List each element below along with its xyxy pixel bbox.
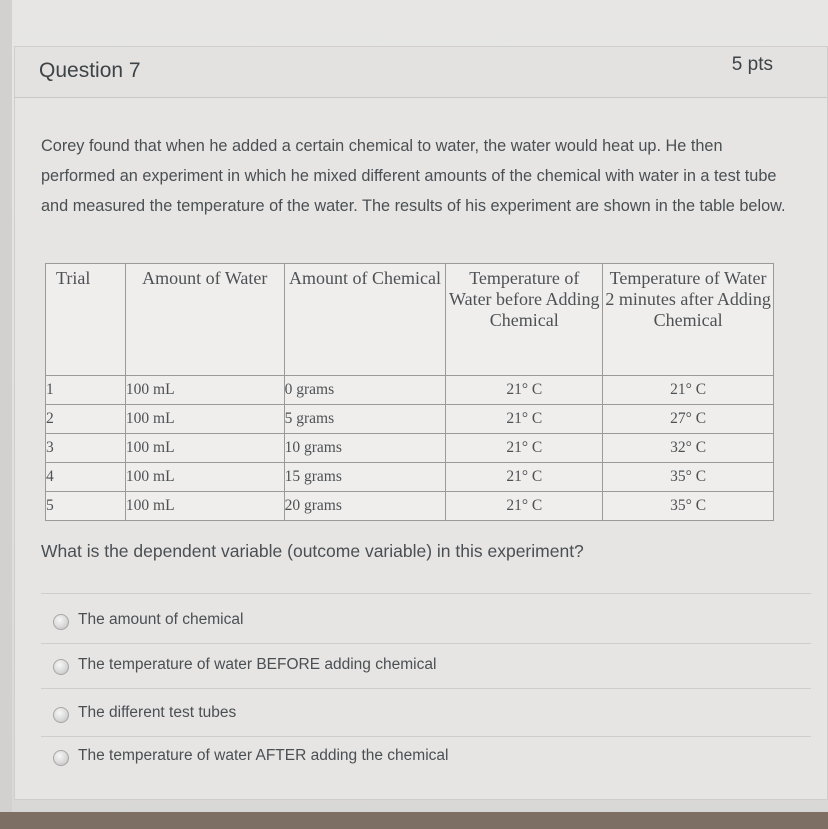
- answer-label: The different test tubes: [78, 704, 237, 721]
- question-title: Question 7: [39, 59, 141, 82]
- cell-trial: 1: [46, 376, 126, 405]
- table-row: [46, 405, 774, 434]
- radio-button[interactable]: [53, 750, 69, 766]
- question-card: [14, 46, 828, 800]
- answer-label: The temperature of water BEFORE adding chemical: [78, 656, 437, 673]
- table-header-row: [46, 264, 774, 376]
- header-water: Amount of Water: [125, 264, 284, 376]
- cell-chemical: 15 grams: [284, 463, 446, 492]
- cell-chemical: 10 grams: [284, 434, 446, 463]
- divider: [41, 593, 811, 594]
- cell-after: 32° C: [603, 434, 774, 463]
- question-header: [15, 47, 827, 98]
- cell-chemical: 20 grams: [284, 492, 446, 521]
- cell-water: 100 mL: [125, 463, 284, 492]
- radio-button[interactable]: [53, 707, 69, 723]
- cell-before: 21° C: [446, 405, 603, 434]
- table-row: [46, 492, 774, 521]
- question-points: 5 pts: [731, 54, 773, 75]
- cell-trial: 4: [46, 463, 126, 492]
- answer-label: The amount of chemical: [78, 611, 244, 628]
- answer-label: The temperature of water AFTER adding the chemical: [78, 747, 449, 764]
- cell-trial: 5: [46, 492, 126, 521]
- cell-water: 100 mL: [125, 376, 284, 405]
- cell-water: 100 mL: [125, 405, 284, 434]
- divider: [41, 736, 811, 737]
- cell-after: 21° C: [603, 376, 774, 405]
- cell-chemical: 5 grams: [284, 405, 446, 434]
- question-prompt: Corey found that when he added a certain chemical to water, the water would heat up. He then performed an experiment in which he mixed different amounts of the chemical with water in a test tube and measured the temperature of the water. The results of his experiment are shown in the table below.: [41, 137, 786, 215]
- cell-water: 100 mL: [125, 434, 284, 463]
- cell-after: 35° C: [603, 492, 774, 521]
- header-after: Temperature of Water 2 minutes after Adding Chemical: [603, 264, 774, 376]
- cell-trial: 2: [46, 405, 126, 434]
- radio-button[interactable]: [53, 614, 69, 630]
- cell-chemical: 0 grams: [284, 376, 446, 405]
- results-table: [45, 263, 774, 521]
- cell-before: 21° C: [446, 463, 603, 492]
- header-before: Temperature of Water before Adding Chemical: [446, 264, 603, 376]
- header-chemical: Amount of Chemical: [284, 264, 446, 376]
- header-trial: Trial: [46, 264, 126, 376]
- cell-before: 21° C: [446, 376, 603, 405]
- sub-question: What is the dependent variable (outcome variable) in this experiment?: [41, 541, 584, 561]
- cell-before: 21° C: [446, 492, 603, 521]
- table-row: [46, 434, 774, 463]
- cell-water: 100 mL: [125, 492, 284, 521]
- bottom-edge: [0, 812, 828, 829]
- cell-trial: 3: [46, 434, 126, 463]
- table-row: [46, 463, 774, 492]
- radio-button[interactable]: [53, 659, 69, 675]
- left-edge: [0, 0, 12, 829]
- cell-after: 27° C: [603, 405, 774, 434]
- cell-after: 35° C: [603, 463, 774, 492]
- divider: [41, 688, 811, 689]
- table-row: [46, 376, 774, 405]
- cell-before: 21° C: [446, 434, 603, 463]
- divider: [41, 643, 811, 644]
